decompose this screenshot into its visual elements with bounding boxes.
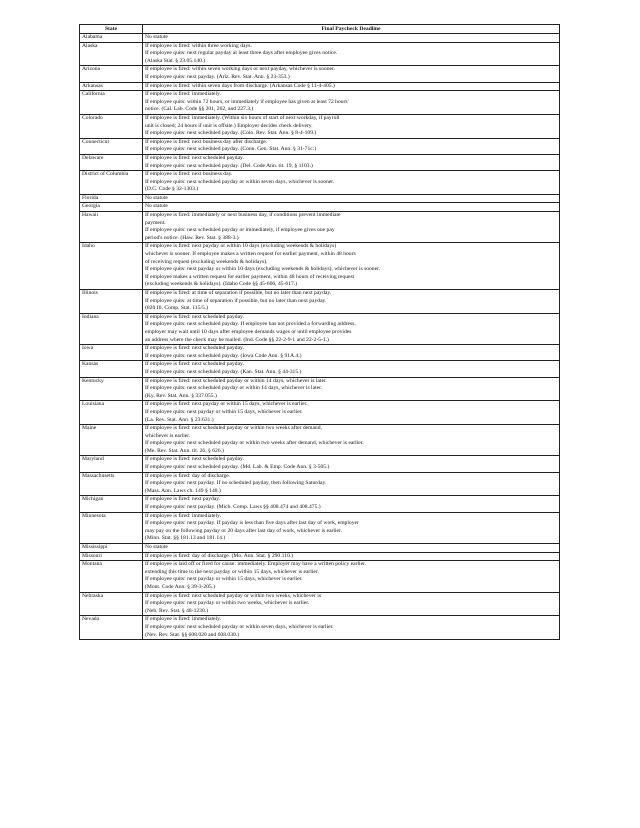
deadline-cell — [143, 42, 560, 66]
table-row — [80, 401, 560, 425]
state-cell: Indiana — [80, 313, 143, 344]
deadline-cell — [143, 552, 560, 561]
deadline-line: If employee is fired: next payday. — [145, 496, 221, 503]
deadline-line: an address where the check may be mailed. (Ind. Code §§ 22-2-9-1 and 22-2-5-1.) — [145, 336, 329, 343]
deadline-line: No statute — [145, 194, 168, 201]
deadline-line: unit is closed; 24 hours if unit is offsite.) Employer decides check delivery. — [145, 122, 313, 129]
table-row — [80, 66, 560, 82]
deadline-line: If employee is fired: next scheduled payday. — [145, 361, 244, 368]
state-cell: Louisiana — [80, 401, 143, 425]
table-row — [80, 345, 560, 361]
table-row — [80, 212, 560, 243]
deadline-line: No statute — [145, 203, 168, 210]
state-cell: Mississippi — [80, 544, 143, 553]
deadline-line: (Ky. Rev. Stat. Ann. § 337.055.) — [145, 392, 217, 399]
deadline-line: If employee is fired: next scheduled payday. — [145, 313, 244, 320]
deadline-line: If employee quits: next scheduled payday or immediately, if employee gives one pay — [145, 227, 335, 234]
table-row — [80, 313, 560, 344]
deadline-line: If employee quits: next scheduled payday. (Iowa Code Ann. § 91A.4.) — [145, 352, 302, 359]
deadline-line: If employee quits: next scheduled payday or within seven days, whichever is sooner. — [145, 178, 335, 185]
state-cell: California — [80, 91, 143, 115]
deadline-line: of receiving request (excluding weekends & holidays). — [145, 258, 268, 265]
deadline-line: period's notice. (Haw. Rev. Stat. § 388-3.) — [145, 234, 239, 241]
state-cell: Kentucky — [80, 377, 143, 401]
deadline-cell — [143, 66, 560, 82]
state-cell: District of Columbia — [80, 171, 143, 195]
deadline-line: If employee is fired: immediately. — [145, 616, 221, 623]
deadline-cell — [143, 592, 560, 616]
deadline-line: If employee quits: next scheduled payday. If employee has not provided a forwarding address, — [145, 321, 356, 328]
table-row — [80, 616, 560, 640]
deadline-cell — [143, 345, 560, 361]
deadline-line: No statute — [145, 34, 168, 40]
deadline-line: If employee is fired: day of discharge. (Mo. Ann. Stat. § 290.110.) — [145, 552, 294, 559]
table-row — [80, 552, 560, 561]
deadline-line: If employee quits: next payday or within 15 days, whichever is earlier. — [145, 408, 303, 415]
state-cell: Maryland — [80, 456, 143, 472]
deadline-line: payment. — [145, 219, 166, 226]
deadline-line: whichever is earlier. — [145, 432, 191, 439]
table-row — [80, 472, 560, 496]
deadline-line: notice. (Cal. Lab. Code §§ 201, 202, and 227.3.) — [145, 106, 254, 113]
table-row — [80, 544, 560, 553]
deadline-line: If employee quits: next scheduled payday. (Md. Lab. & Emp. Code Ann. § 3-505.) — [145, 464, 330, 471]
table-row — [80, 496, 560, 512]
table-row — [80, 203, 560, 212]
table-row — [80, 154, 560, 170]
state-cell: Colorado — [80, 114, 143, 138]
state-cell: Delaware — [80, 154, 143, 170]
table-row — [80, 456, 560, 472]
table-row — [80, 91, 560, 115]
deadline-line: If employee is fired: within seven working days or next payday, whichever is sooner. — [145, 66, 335, 73]
deadline-line: may pay on the following payday or 20 days after last day of work, whichever is earlier. — [145, 527, 342, 534]
deadline-line: If employee is fired: immediately. — [145, 512, 221, 519]
deadline-line: If employee quits: next payday or within 10 days (excluding weekends & holidays), whichever is sooner. — [145, 266, 381, 273]
deadline-cell — [143, 401, 560, 425]
deadline-cell — [143, 561, 560, 592]
deadline-line: If employee quits: next scheduled payday. (Del. Code Ann. tit. 19, § 1103.) — [145, 162, 313, 169]
deadline-line: If employee is fired: within seven days from discharge. (Arkansas Code § 11-4-405.) — [145, 82, 335, 89]
table-row — [80, 425, 560, 456]
table-row — [80, 82, 560, 91]
deadline-line: (Mont. Code Ann. § 39-3-205.) — [145, 583, 216, 590]
state-cell: Florida — [80, 194, 143, 203]
table-row — [80, 42, 560, 66]
deadline-cell — [143, 377, 560, 401]
deadline-cell — [143, 114, 560, 138]
state-cell: Alaska — [80, 42, 143, 66]
deadline-cell — [143, 456, 560, 472]
deadline-line: extending this time to the next payday or within 15 days, whichever is earlier. — [145, 568, 319, 575]
deadline-cell — [143, 34, 560, 43]
table-row — [80, 114, 560, 138]
deadline-line: If employee quits: next scheduled payday or within 14 days, whichever is later. — [145, 385, 323, 392]
state-cell: Hawaii — [80, 212, 143, 243]
state-cell: Connecticut — [80, 138, 143, 154]
table-row — [80, 592, 560, 616]
deadline-line: (Me. Rev. Stat. Ann. tit. 26, § 626.) — [145, 447, 224, 454]
deadline-line: If employee quits: next scheduled payday. (Colo. Rev. Stat. Ann. § 8-4-109.) — [145, 130, 317, 137]
deadline-line: If employee quits: next payday. (Ariz. Rev. Stat. Ann. § 23-353.) — [145, 73, 290, 80]
deadline-cell — [143, 154, 560, 170]
deadline-cell — [143, 212, 560, 243]
deadline-line: If employee is laid off or fired for cause: immediately. Employer may have a written policy earlier. — [145, 561, 367, 568]
state-cell: Georgia — [80, 203, 143, 212]
state-cell: Missouri — [80, 552, 143, 561]
table-row — [80, 34, 560, 43]
deadline-line: If employee is fired: next scheduled payday. — [145, 345, 244, 352]
deadline-cell — [143, 290, 560, 314]
deadline-cell — [143, 616, 560, 640]
deadline-line: (excluding weekends & holidays). (Idaho Code §§ 45-606, 45-617.) — [145, 281, 298, 288]
table-row — [80, 377, 560, 401]
table-row — [80, 512, 560, 543]
deadline-line: If employee quits: at time of separation if possible, but no later than next payday. — [145, 297, 327, 304]
deadline-line: If employee quits: next scheduled payday. (Kan. Stat. Ann. § 44-315.) — [145, 368, 302, 375]
deadline-line: If employee is fired: next payday or within 15 days, whichever is earlier. — [145, 401, 308, 408]
deadline-line: If employee is fired: immediately. — [145, 91, 221, 98]
state-cell: Nebraska — [80, 592, 143, 616]
deadline-line: If employee is fired: next business day after discharge. — [145, 138, 268, 145]
deadline-line: (820 Ill. Comp. Stat. 115/5.) — [145, 305, 209, 312]
deadline-line: If employee is fired: within three working days. — [145, 42, 252, 49]
deadline-line: If employee quits: next payday. If payday is less than five days after last day of work, employer — [145, 520, 359, 527]
deadline-cell — [143, 361, 560, 377]
table-row — [80, 290, 560, 314]
final-paycheck-table — [79, 24, 560, 640]
table-body — [80, 34, 560, 640]
state-cell: Minnesota — [80, 512, 143, 543]
deadline-line: If employee is fired: next payday or within 10 days (excluding weekends & holidays) — [145, 243, 337, 250]
deadline-line: (D.C. Code § 32-1303.) — [145, 186, 199, 193]
deadline-line: No statute — [145, 544, 168, 550]
state-cell: Idaho — [80, 243, 143, 290]
deadline-cell — [143, 313, 560, 344]
deadline-line: whichever is sooner. If employee makes a written request for earlier payment, within 48 hours — [145, 251, 356, 258]
state-cell: Iowa — [80, 345, 143, 361]
state-cell: Massachusetts — [80, 472, 143, 496]
deadline-line: If employee is fired: next scheduled payday or within two weeks after demand, — [145, 425, 322, 432]
deadline-line: If employee quits: next regular payday at least three days after employee gives notice. — [145, 50, 338, 57]
deadline-line: If employee is fired: day of discharge. — [145, 472, 231, 479]
deadline-line: If employee is fired: at time of separation if possible, but no later than next payday. — [145, 290, 332, 296]
state-cell: Illinois — [80, 290, 143, 314]
state-cell: Michigan — [80, 496, 143, 512]
deadline-line: If employee is fired: next scheduled payday. — [145, 456, 244, 463]
deadline-cell — [143, 472, 560, 496]
table-row — [80, 171, 560, 195]
deadline-line: If employee is fired: next scheduled payday or within two weeks, whichever is — [145, 592, 321, 599]
deadline-line: (Alaska Stat. § 23.05.140.) — [145, 57, 206, 64]
state-cell: Montana — [80, 561, 143, 592]
deadline-cell — [143, 138, 560, 154]
deadline-line: If employee quits: next payday or within two weeks, whichever is earlier. — [145, 600, 310, 607]
deadline-cell — [143, 496, 560, 512]
deadline-line: (Mass. Ann. Laws ch. 149 § 148.) — [145, 487, 221, 494]
deadline-line: If employee quits: next payday. (Mich. Comp. Laws §§ 408.474 and 408.475.) — [145, 504, 321, 511]
deadline-line: If employee quits: next scheduled payday or within seven days, whichever is earlier. — [145, 623, 334, 630]
deadline-cell — [143, 194, 560, 203]
table-row — [80, 243, 560, 290]
deadline-cell — [143, 91, 560, 115]
state-cell: Arizona — [80, 66, 143, 82]
deadline-cell — [143, 82, 560, 91]
deadline-line: If employee quits: within 72 hours, or immediately if employee has given at least 72 hours' — [145, 98, 349, 105]
deadline-cell — [143, 203, 560, 212]
deadline-line: If employee is fired: immediately. (Within six hours of start of next workday, if payroll — [145, 114, 340, 121]
table-row — [80, 194, 560, 203]
state-cell: Maine — [80, 425, 143, 456]
deadline-cell — [143, 544, 560, 553]
state-cell: Alabama — [80, 34, 143, 43]
deadline-line: If employee quits: next payday. If no scheduled payday, then following Saturday. — [145, 480, 327, 487]
deadline-line: If employee is fired: next business day. — [145, 171, 233, 178]
deadline-line: If employee quits: next scheduled payday or within two weeks after demand, whichever is earlier. — [145, 440, 364, 447]
deadline-cell — [143, 243, 560, 290]
deadline-line: If employee quits: next payday or within 15 days, whichever is earlier. — [145, 576, 303, 583]
deadline-cell — [143, 512, 560, 543]
deadline-cell — [143, 425, 560, 456]
deadline-cell — [143, 171, 560, 195]
deadline-line: If employee is fired: immediately or next business day, if conditions prevent immediate — [145, 212, 341, 219]
table-row — [80, 561, 560, 592]
deadline-line: If employee quits: next scheduled payday. (Conn. Gen. Stat. Ann. § 31-71c.) — [145, 146, 316, 153]
deadline-line: employer may wait until 10 days after employee demands wages or until employee provides — [145, 328, 352, 335]
deadline-line: If employee makes a written request for earlier payment, within 48 hours of receiving request — [145, 273, 355, 280]
table-header-row — [80, 25, 560, 34]
table-row — [80, 361, 560, 377]
deadline-line: (Nev. Rev. Stat. §§ 608.020 and 608.030.) — [145, 631, 240, 638]
state-cell: Kansas — [80, 361, 143, 377]
deadline-line: If employee is fired: next scheduled payday or within 14 days, whichever is later. — [145, 377, 327, 384]
deadline-line: (La. Rev. Stat. Ann. § 23:631.) — [145, 416, 214, 423]
deadline-line: (Neb. Rev. Stat. § 48-1230.) — [145, 607, 209, 614]
deadline-line: (Minn. Stat. §§ 181.13 and 181.14.) — [145, 535, 226, 542]
table-row — [80, 138, 560, 154]
state-cell: Nevada — [80, 616, 143, 640]
deadline-line: If employee is fired: next scheduled payday. — [145, 154, 244, 161]
state-cell: Arkansas — [80, 82, 143, 91]
deadline-column-header: Final Paycheck Deadline — [143, 25, 560, 34]
state-column-header: State — [80, 25, 143, 34]
